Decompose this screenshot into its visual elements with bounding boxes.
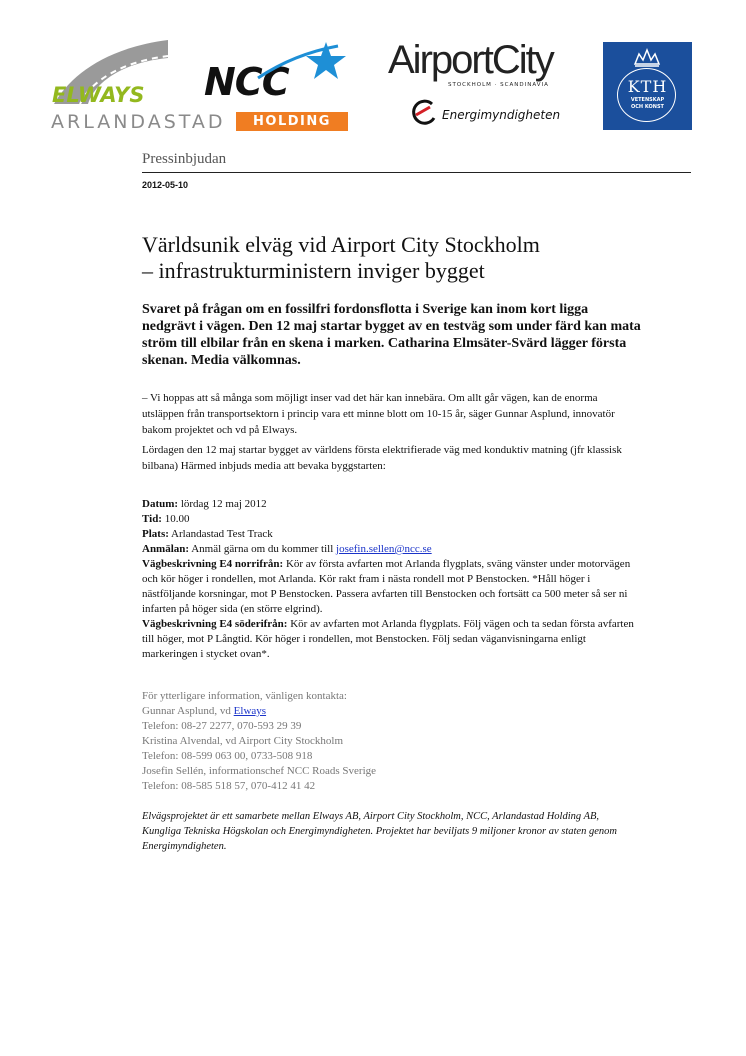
directions-north-label: Vägbeskrivning E4 norrifrån: xyxy=(142,558,284,570)
project-footer-note: Elvägsprojektet är ett samarbete mellan Elways AB, Airport City Stockholm, NCC, Arlandastad Holding AB, Kungliga Tekniska Högskolan och Energimyndigheten. Projektet har beviljats 9 miljoner kronor av staten genom Energimyndigheten. xyxy=(142,811,617,852)
ncc-wordmark: NCC xyxy=(204,60,289,104)
airportcity-wordmark: AirportCity xyxy=(388,38,553,82)
contact-intro: För ytterligare information, vänligen kontakta: xyxy=(142,690,347,702)
contact-block xyxy=(142,689,642,794)
kth-logo xyxy=(603,42,692,130)
detail-place-label: Plats: xyxy=(142,528,169,540)
headline-line1: Världsunik elväg vid Airport City Stockholm xyxy=(142,232,540,257)
contact-3-phone: Telefon: 08-585 518 57, 070-412 41 42 xyxy=(142,780,316,792)
elways-link[interactable]: Elways xyxy=(233,705,267,717)
kth-motto xyxy=(603,97,692,111)
lead-paragraph: Svaret på frågan om en fossilfri fordonsflotta i Sverige kan inom kort ligga nedgrävt i vägen. Den 12 maj startar bygget av en testväg som under färd kan mata ström till elbilar från en skena i marken. Catharina Elmsäter-Svärd lägger första skenan. Media välkomnas. xyxy=(142,302,641,368)
contact-2-name: Kristina Alvendal, vd Airport City Stockholm xyxy=(142,735,344,747)
detail-place xyxy=(142,527,642,542)
directions-south-label: Vägbeskrivning E4 söderifrån: xyxy=(142,618,288,630)
directions-south-text: Kör av avfarten mot Arlanda flygplats. Följ vägen och ta sedan första avfarten till höger, mot P Långtid. Kör höger i rondellen, mot Benstocken. Följ sedan väganvisningarna enligt markeringen i stycket ovan*. xyxy=(142,618,634,660)
publication-date: 2012-05-10 xyxy=(142,180,189,190)
directions-south xyxy=(142,617,642,662)
document-type: Pressinbjudan xyxy=(142,151,227,167)
elways-wordmark: ELWAYS xyxy=(52,83,145,106)
header-divider xyxy=(142,172,691,173)
detail-registration xyxy=(142,542,642,557)
holding-badge: HOLDING xyxy=(236,112,348,131)
detail-date xyxy=(142,497,642,512)
kth-wordmark: KTH xyxy=(627,77,668,96)
intro-paragraph: Lördagen den 12 maj startar bygget av världens första elektrifierade väg med konduktiv matning (jfr klassisk bilbana) Härmed inbjuds media att bevaka byggstarten: xyxy=(142,444,622,472)
directions-north xyxy=(142,557,642,617)
directions-north-text: Kör av första avfarten mot Arlanda flygplats, sväng vänster under motorvägen och kör höger i rondellen, mot Arlanda. Kör rakt fram i nästa rondell mot P Benstocken. *Håll höger i nästföljande korsningar, mot P Benstocken. Passera avfarten till Benstocken och fortsätt ca 500 meter så ser ni infarten på höger sida (en större elgrind). xyxy=(142,558,631,615)
elways-logo xyxy=(50,36,170,106)
arlandastad-wordmark: ARLANDASTAD xyxy=(51,111,226,133)
contact-1 xyxy=(142,704,642,719)
detail-registration-value: Anmäl gärna om du kommer till xyxy=(189,543,337,555)
quote-paragraph: – Vi hoppas att så många som möjligt inser vad det här kan innebära. Om allt går vägen, kan de enorma utsläppen från transportsektorn i princip vara ett minne blott om 10-15 år, säger Gunnar Asplund, innovatör bakom projektet och vd på Elways. xyxy=(142,392,615,436)
registration-email-link[interactable]: josefin.sellen@ncc.se xyxy=(336,543,432,555)
detail-time-value: 10.00 xyxy=(161,513,190,525)
detail-date-label: Datum: xyxy=(142,498,179,510)
detail-registration-label: Anmälan: xyxy=(142,543,190,555)
detail-place-value: Arlandastad Test Track xyxy=(168,528,273,540)
kth-motto-line2: OCH KONST xyxy=(631,104,664,110)
energimyndigheten-icon xyxy=(410,99,438,127)
contact-3-name: Josefin Sellén, informationschef NCC Roads Sverige xyxy=(142,765,377,777)
detail-time-label: Tid: xyxy=(142,513,162,525)
ncc-star-icon xyxy=(198,38,348,108)
contact-1-phone: Telefon: 08-27 2277, 070-593 29 39 xyxy=(142,720,302,732)
detail-date-value: lördag 12 maj 2012 xyxy=(178,498,267,510)
energimyndigheten-wordmark: Energimyndigheten xyxy=(442,108,561,122)
logo-strip xyxy=(0,0,746,140)
contact-2-phone: Telefon: 08-599 063 00, 0733-508 918 xyxy=(142,750,313,762)
ncc-logo xyxy=(198,38,348,108)
kth-motto-line1: VETENSKAP xyxy=(630,97,665,103)
contact-1-name: Gunnar Asplund, vd xyxy=(142,705,234,717)
headline xyxy=(142,232,702,284)
airportcity-subtitle: STOCKHOLM · SCANDINAVIA xyxy=(448,82,549,88)
headline-line2: – infrastrukturministern inviger bygget xyxy=(142,258,485,283)
detail-time xyxy=(142,512,642,527)
event-details xyxy=(142,497,642,662)
